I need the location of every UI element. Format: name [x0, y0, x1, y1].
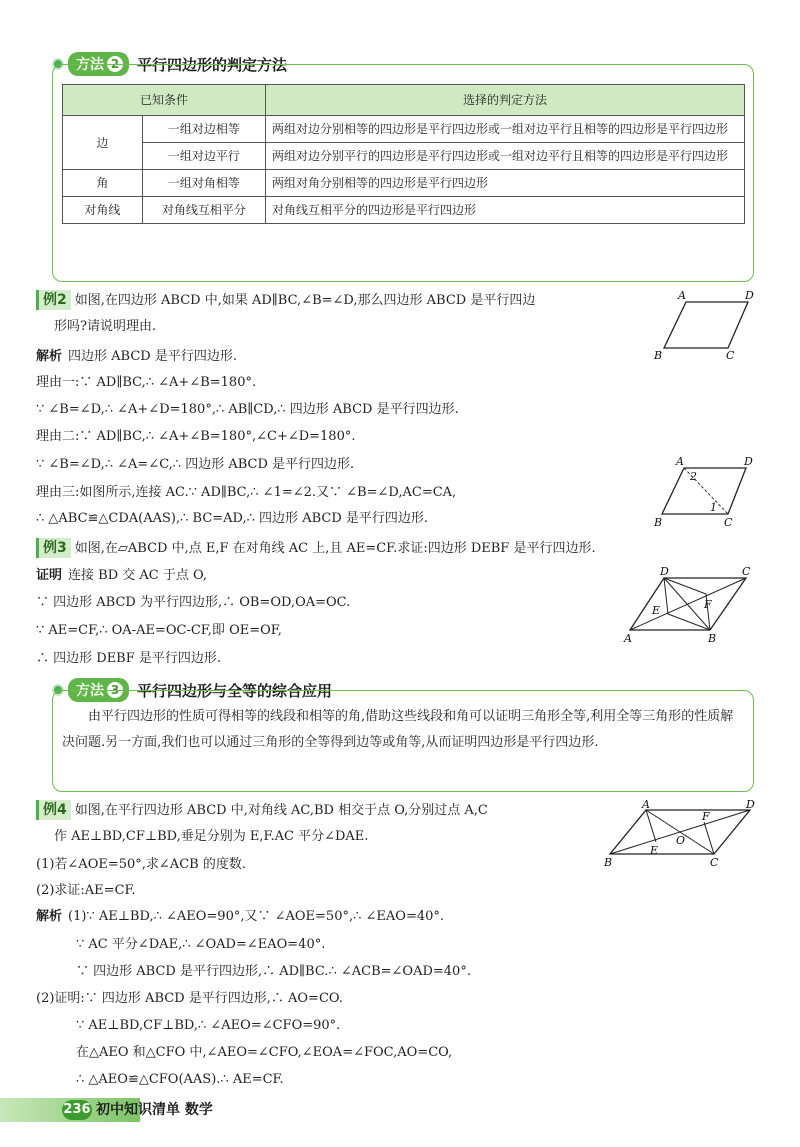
figure-label: C	[726, 349, 735, 362]
figure-label: D	[745, 289, 754, 302]
ex2-line: 理由一:∵ AD∥BC,∴ ∠A+∠B=180°.	[36, 375, 257, 390]
table-header-cell: 已知条件	[63, 85, 266, 116]
ex2-line: ∵ ∠B=∠D,∴ ∠A=∠C,∴ 四边形 ABCD 是平行四边形.	[36, 457, 355, 472]
ex3-question: 例3 如图,在▱ABCD 中,点 E,F 在对角线 AC 上,且 AE=CF.求证:四边形 DEBF 是平行四边形.	[36, 538, 596, 558]
ex4-line: 解析 (1)∵ AE⊥BD,∴ ∠AEO=90°,又∵ ∠AOE=50°,∴ ∠EAO=40°.	[36, 909, 445, 924]
figure-label: C	[742, 565, 751, 578]
table-header-cell: 选择的判定方法	[266, 85, 745, 116]
figure-label: E	[652, 604, 661, 617]
judgment-table	[62, 84, 745, 224]
table-row	[63, 116, 745, 143]
figure-label: F	[702, 810, 710, 823]
table-cond-cell: 一组对边相等	[142, 116, 265, 143]
figure-parallelogram-2	[648, 452, 768, 532]
ex3-line: 证明 连接 BD 交 AC 于点 O,	[36, 568, 208, 583]
ex4-line: ∵ 四边形 ABCD 是平行四边形,∴ AD∥BC.∴ ∠ACB=∠OAD=40°.	[76, 964, 471, 979]
section-title: 平行四边形与全等的综合应用	[137, 681, 333, 700]
table-cond-cell: 对角线互相平分	[142, 197, 265, 224]
figure-label: A	[678, 289, 686, 302]
table-group-cell: 边	[63, 116, 143, 170]
table-method-cell: 两组对角分别相等的四边形是平行四边形	[266, 170, 745, 197]
table-cond-cell: 一组对边平行	[142, 143, 265, 170]
ex3-line: ∵ 四边形 ABCD 为平行四边形,∴ OB=OD,OA=OC.	[36, 595, 351, 610]
table-header-row	[63, 85, 745, 116]
figure-label: F	[704, 598, 712, 611]
figure-label: A	[676, 455, 684, 468]
table-method-cell: 两组对边分别相等的四边形是平行四边形或一组对边平行且相等的四边形是平行四边形	[266, 116, 745, 143]
figure-label: O	[676, 834, 686, 847]
ex2-line: 解析 四边形 ABCD 是平行四边形.	[36, 349, 237, 364]
table-method-cell: 对角线互相平分的四边形是平行四边形	[266, 197, 745, 224]
figure-label: D	[744, 455, 753, 468]
figure-label: D	[746, 798, 755, 811]
figure-parallelogram-3	[620, 564, 760, 648]
section-title: 平行四边形的判定方法	[137, 55, 288, 74]
ex4-line: ∴ △AEO≌△CFO(AAS).∴ AE=CF.	[76, 1072, 284, 1087]
figure-label: B	[708, 632, 717, 645]
ex4-question: 例4 如图,在平行四边形 ABCD 中,对角线 AC,BD 相交于点 O,分别过点 A,C	[36, 800, 488, 820]
example-tag: 例3	[36, 538, 71, 558]
ex4-sub2: (2)求证:AE=CF.	[36, 883, 136, 898]
figure-label: B	[604, 856, 613, 869]
method-badge: 方法 2	[68, 52, 129, 76]
figure-label: A	[642, 798, 650, 811]
ex2-line: ∵ ∠B=∠D,∴ ∠A+∠D=180°,∴ AB∥CD,∴ 四边形 ABCD 是平行四边形.	[36, 402, 459, 417]
figure-label: 1	[710, 501, 717, 514]
ex4-line: ∵ AC 平分∠DAE,∴ ∠OAD=∠EAO=40°.	[76, 937, 326, 952]
figure-label: B	[654, 349, 663, 362]
ex4-sub1: (1)若∠AOE=50°,求∠ACB 的度数.	[36, 857, 246, 872]
example-tag: 例2	[36, 290, 71, 310]
figure-label: 2	[690, 470, 697, 483]
figure-label: C	[724, 516, 733, 529]
ex2-line: ∴ △ABC≌△CDA(AAS),∴ BC=AD,∴ 四边形 ABCD 是平行四边形.	[36, 511, 429, 526]
figure-label: A	[624, 632, 632, 645]
ex4-line: (2)证明:∵ 四边形 ABCD 是平行四边形,∴ AO=CO.	[36, 991, 343, 1006]
figure-parallelogram-4	[600, 798, 770, 872]
page-number: 236	[62, 1100, 92, 1120]
table-method-cell: 两组对边分别平行的四边形是平行四边形或一组对边平行且相等的四边形是平行四边形	[266, 143, 745, 170]
ex4-line: ∵ AE⊥BD,CF⊥BD,∴ ∠AEO=∠CFO=90°.	[76, 1018, 341, 1033]
ex2-question2: 形吗?请说明理由.	[54, 319, 157, 334]
table-group-cell: 对角线	[63, 197, 143, 224]
table-row	[63, 170, 745, 197]
method-badge: 方法 3	[68, 678, 129, 702]
footer-title: 初中知识清单 数学	[96, 1102, 213, 1118]
ex3-line: ∴ 四边形 DEBF 是平行四边形.	[36, 651, 222, 666]
ex2-question: 例2 如图,在四边形 ABCD 中,如果 AD∥BC,∠B=∠D,那么四边形 ABCD 是平行四边	[36, 290, 535, 310]
ex4-question2: 作 AE⊥BD,CF⊥BD,垂足分别为 E,F.AC 平分∠DAE.	[54, 829, 369, 844]
figure-label: B	[654, 516, 663, 529]
example-tag: 例4	[36, 800, 71, 820]
method3-paragraph: 由平行四边形的性质可得相等的线段和相等的角,借助这些线段和角可以证明三角形全等,利用全等三角形的性质解决问题.另一方面,我们也可以通过三角形的全等得到边等或角等,从而证明四边形是平行四边形.	[62, 709, 734, 750]
figure-label: D	[660, 565, 669, 578]
ex3-line: ∵ AE=CF,∴ OA-AE=OC-CF,即 OE=OF,	[36, 623, 282, 638]
table-row	[63, 143, 745, 170]
ex2-line: 理由三:如图所示,连接 AC.∵ AD∥BC,∴ ∠1=∠2.又∵ ∠B=∠D,AC=CA,	[36, 485, 457, 500]
ex2-line: 理由二:∵ AD∥BC,∴ ∠A+∠B=180°,∠C+∠D=180°.	[36, 429, 356, 444]
table-cond-cell: 一组对角相等	[142, 170, 265, 197]
table-row	[63, 197, 745, 224]
figure-parallelogram-1	[648, 288, 768, 363]
ex4-line: 在△AEO 和△CFO 中,∠AEO=∠CFO,∠EOA=∠FOC,AO=CO,	[76, 1045, 453, 1060]
figure-label: C	[710, 856, 719, 869]
table-group-cell: 角	[63, 170, 143, 197]
figure-label: E	[650, 844, 659, 857]
